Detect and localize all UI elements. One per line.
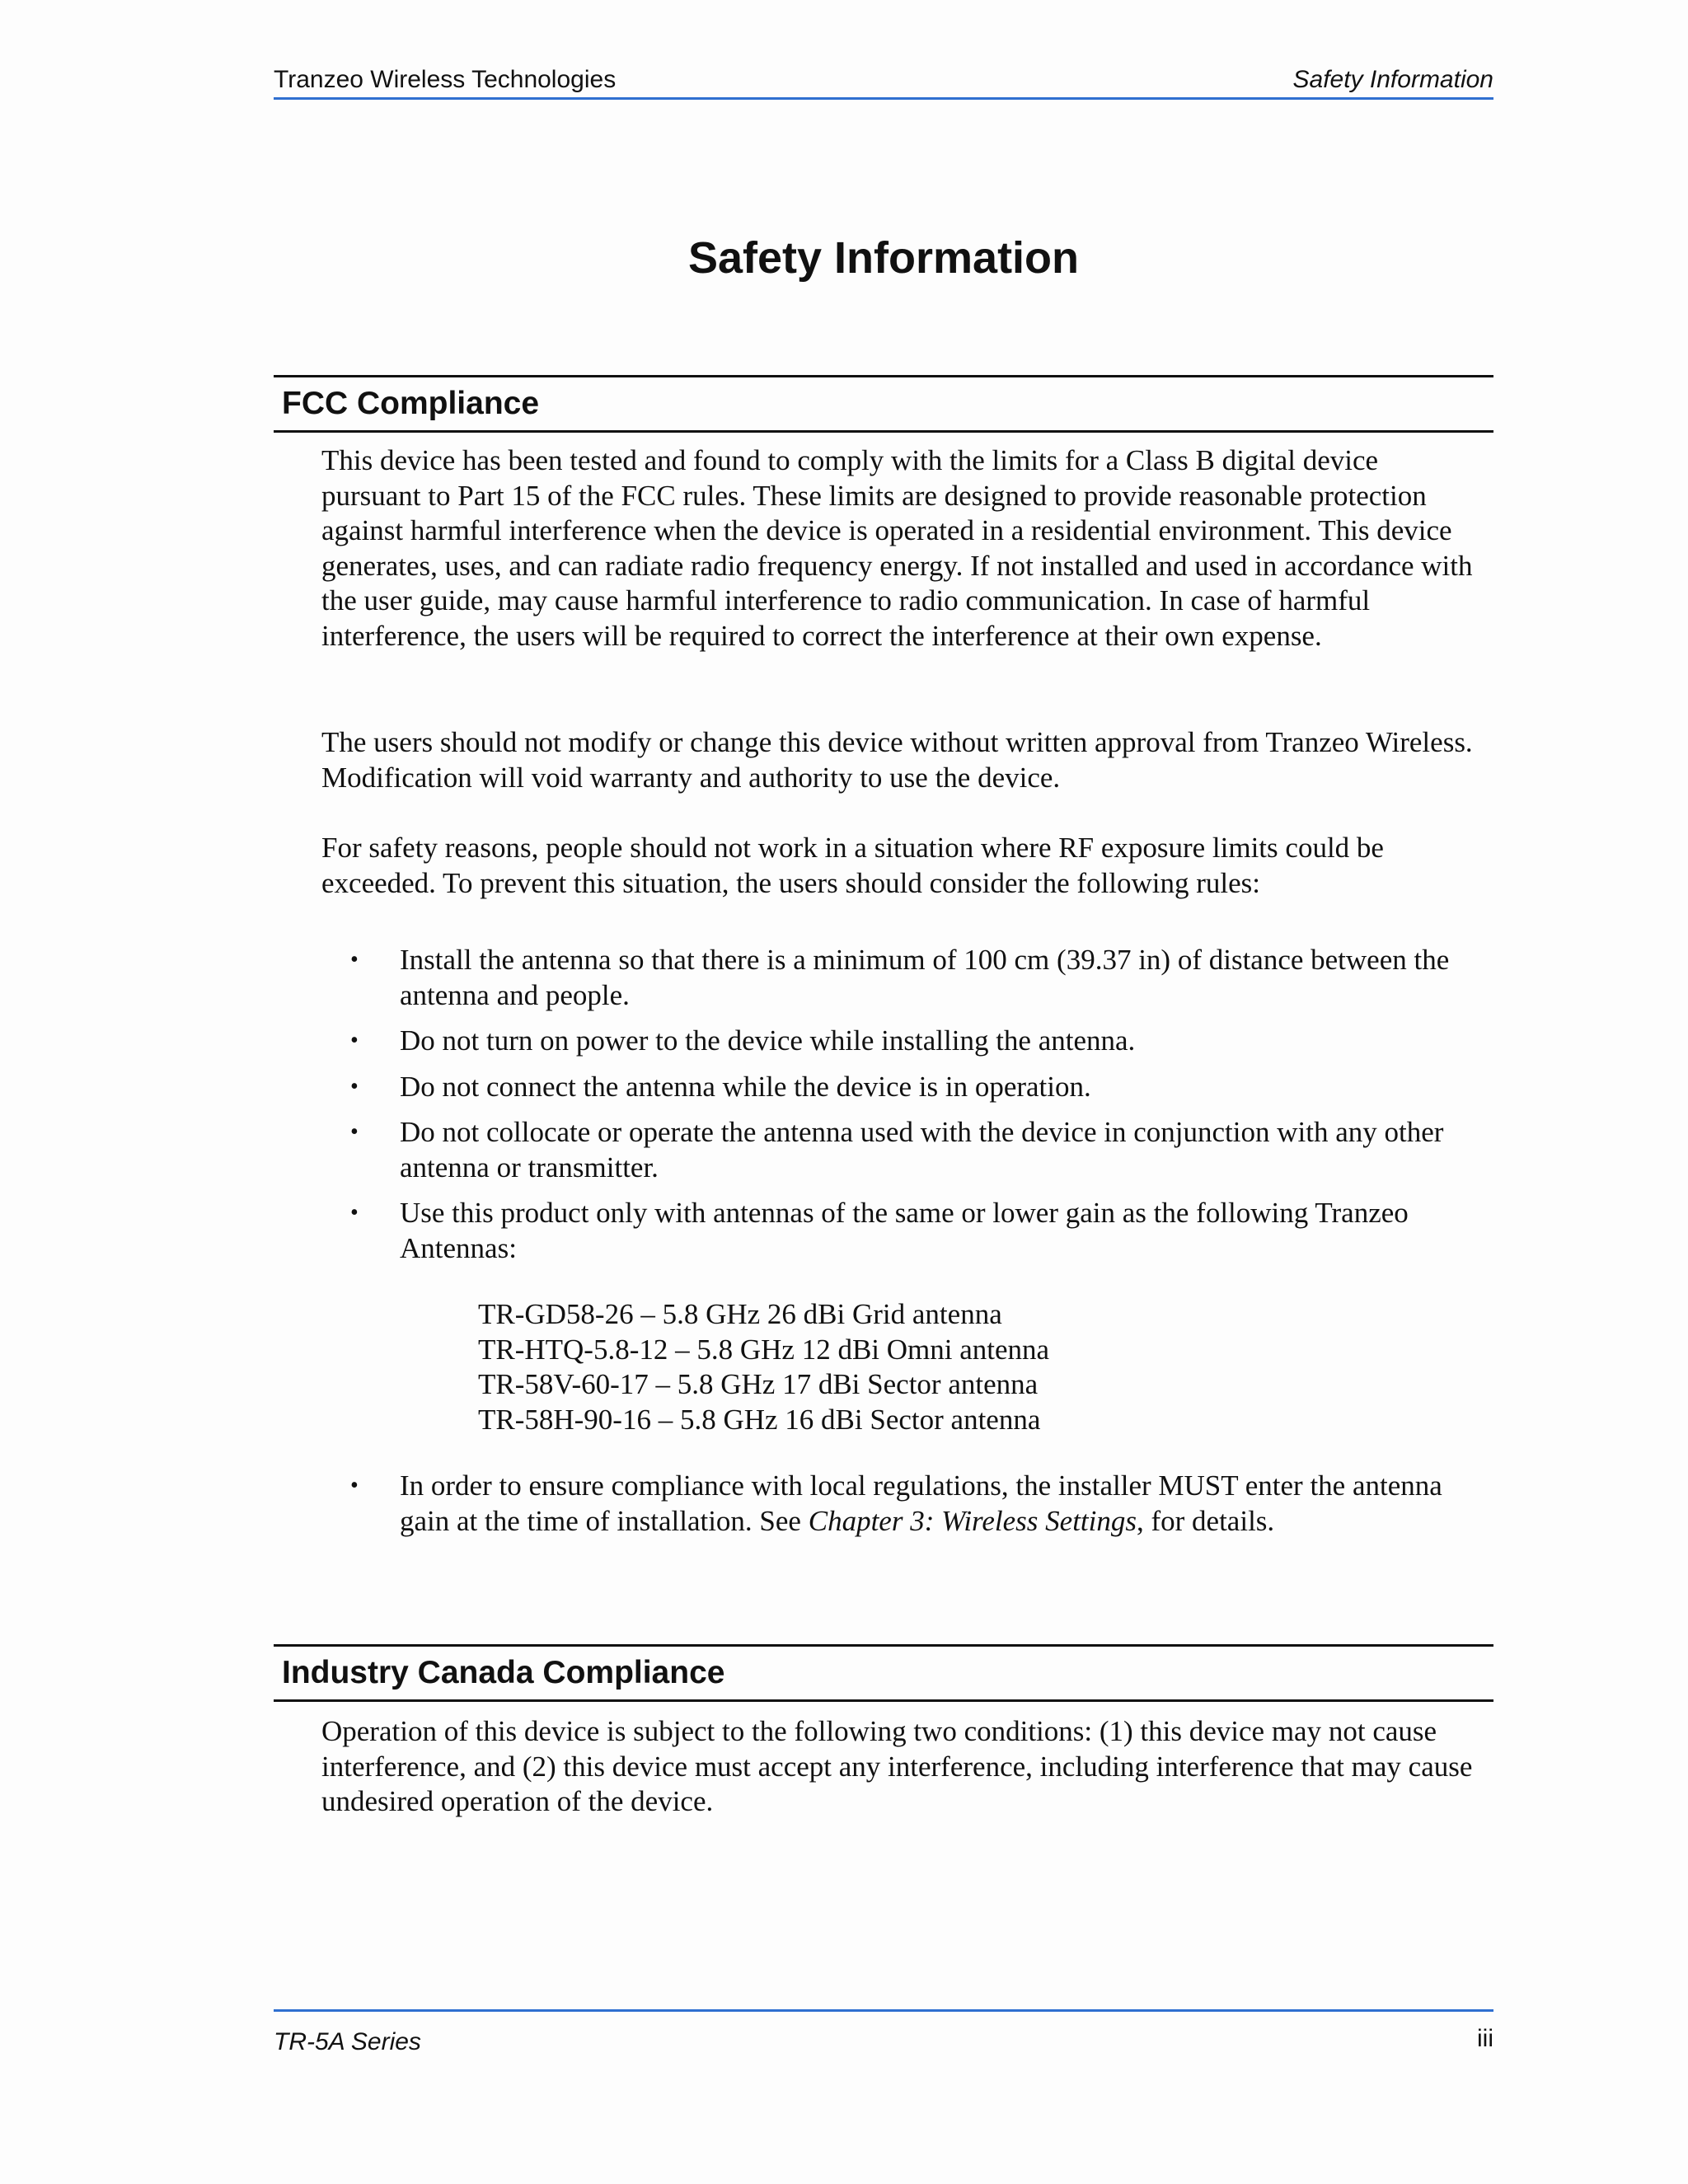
rule-text: Use this product only with antennas of the same or lower gain as the following Tranzeo Antennas:	[400, 1197, 1409, 1264]
list-item	[321, 1115, 1484, 1185]
antenna-list	[478, 1297, 1484, 1437]
bullet-icon: •	[350, 1200, 359, 1226]
rule-text: Install the antenna so that there is a minimum of 100 cm (39.37 in) of distance between the antenna and people.	[400, 944, 1450, 1011]
canada-section-heading	[274, 1644, 1493, 1702]
antenna-item: TR-58V-60-17 – 5.8 GHz 17 dBi Sector antenna	[478, 1368, 1039, 1400]
running-header	[274, 64, 1493, 100]
antenna-item: TR-58H-90-16 – 5.8 GHz 16 dBi Sector antenna	[478, 1403, 1041, 1436]
footer-product: TR-5A Series	[274, 2028, 421, 2055]
antenna-item: TR-HTQ-5.8-12 – 5.8 GHz 12 dBi Omni antenna	[478, 1333, 1050, 1366]
bullet-icon: •	[350, 1073, 359, 1099]
rule-text-before: In order to ensure compliance with local regulations, the installer MUST enter the antenna gain at the time of installation. See	[400, 1469, 1442, 1537]
antenna-item: TR-GD58-26 – 5.8 GHz 26 dBi Grid antenna	[478, 1298, 1002, 1330]
rule-text-after: , for details.	[1136, 1504, 1275, 1537]
rule-text: Do not collocate or operate the antenna used with the device in conjunction with any other antenna or transmitter.	[400, 1116, 1444, 1183]
fcc-paragraph-2: The users should not modify or change this device without written approval from Tranzeo Wireless. Modification will void warranty and authority to use the device.	[321, 726, 1473, 794]
rf-rules-list	[321, 943, 1484, 1549]
fcc-heading: FCC Compliance	[282, 386, 540, 421]
chapter-reference: Chapter 3: Wireless Settings	[808, 1504, 1137, 1537]
bullet-icon: •	[350, 1119, 359, 1145]
list-item	[321, 1469, 1484, 1539]
fcc-paragraph-1: This device has been tested and found to comply with the limits for a Class B digital device pursuant to Part 15 of the FCC rules. These limits are designed to provide reasonable protection against harmful interference when the device is operated in a residential environment. This device generates, uses, and can radiate radio frequency energy. If not installed and used in accordance with the user guide, may cause harmful interference to radio communication. In case of harmful interference, the users will be required to correct the interference at their own expense.	[321, 444, 1473, 652]
list-item	[321, 1024, 1484, 1059]
canada-paragraph: Operation of this device is subject to the following two conditions: (1) this device may not cause interference, and (2) this device must accept any interference, including interference that may cause undesired operation of the device.	[321, 1715, 1473, 1817]
fcc-paragraph-3: For safety reasons, people should not work in a situation where RF exposure limits could be exceeded. To prevent this situation, the users should consider the following rules:	[321, 832, 1384, 899]
header-section: Safety Information	[1292, 66, 1493, 93]
list-item	[321, 1070, 1484, 1105]
list-item	[321, 943, 1484, 1013]
fcc-section-heading	[274, 375, 1493, 433]
bullet-icon: •	[350, 947, 359, 972]
bullet-icon: •	[350, 1473, 359, 1498]
bullet-icon: •	[350, 1028, 359, 1053]
running-footer	[274, 2009, 1493, 2053]
rule-text: Do not turn on power to the device while installing the antenna.	[400, 1024, 1136, 1057]
canada-heading: Industry Canada Compliance	[282, 1655, 725, 1690]
list-item	[321, 1196, 1484, 1437]
header-company: Tranzeo Wireless Technologies	[274, 66, 617, 93]
page-number: iii	[1477, 2025, 1493, 2052]
page-title: Safety Information	[687, 233, 1080, 283]
rule-text: Do not connect the antenna while the device is in operation.	[400, 1070, 1091, 1103]
